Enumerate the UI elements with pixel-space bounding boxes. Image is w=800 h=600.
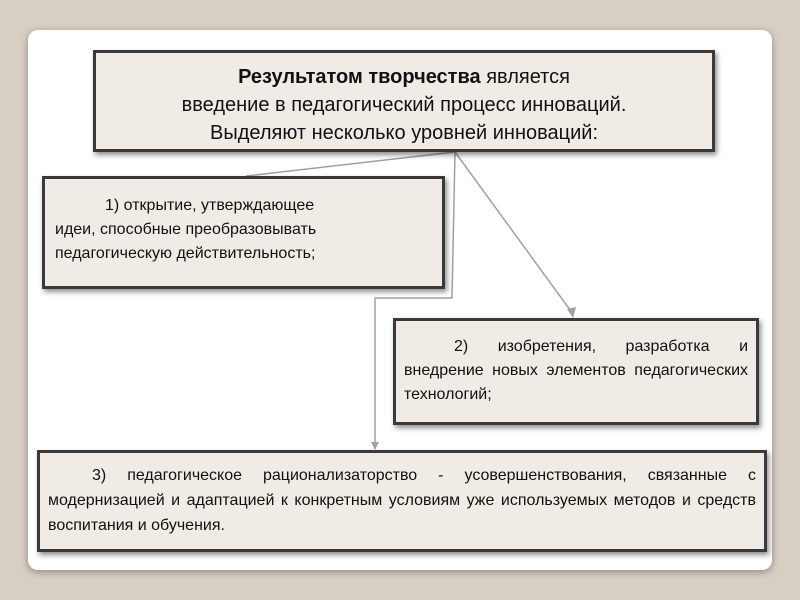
level-2-text: 2) изобретения, разработка и внедрение новых элементов педагогических технологий; xyxy=(404,338,748,403)
level-1-box xyxy=(42,176,445,289)
level-2-paragraph xyxy=(404,335,748,407)
level-1-line-1 xyxy=(55,194,432,218)
main-line-3: Выделяют несколько уровней инноваций: xyxy=(210,122,598,144)
level-2-box xyxy=(393,318,759,425)
main-line-2: введение в педагогический процесс инноваций. xyxy=(181,94,627,116)
arrow-head-level3 xyxy=(371,442,379,450)
main-bold-text: Результатом творчества xyxy=(238,66,481,88)
main-statement-box xyxy=(93,50,715,152)
connector-main-to-level2 xyxy=(455,152,573,314)
main-line-1-rest: является xyxy=(480,66,570,88)
level-3-box xyxy=(37,450,767,552)
level-1-line-2: идеи, способные преобразовывать xyxy=(55,221,317,238)
connector-main-to-level1 xyxy=(246,152,455,176)
level-3-text: 3) педагогическое рационализаторство - усовершенствования, связанные с модернизацией и адаптацией к конкретным условиям уже используемых методов и средств воспитания и обучения. xyxy=(48,467,756,534)
main-line-1 xyxy=(96,63,712,91)
level-1-line-1-text: 1) открытие, утверждающее xyxy=(105,197,315,214)
level-3-paragraph xyxy=(48,463,756,538)
level-1-line-3: педагогическую действительность; xyxy=(55,245,316,262)
